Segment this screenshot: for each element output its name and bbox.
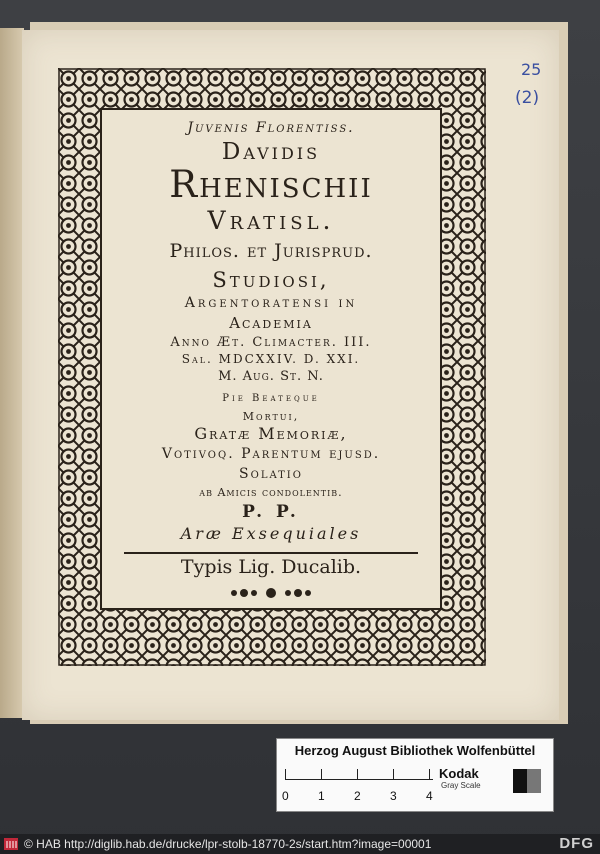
title-line-4: Vratisl. xyxy=(207,206,335,235)
color-checker-card xyxy=(276,738,554,812)
title-line-1: Juvenis Florentiss. xyxy=(187,120,355,136)
dfg-logo: DFG xyxy=(559,835,594,852)
imprint-rule xyxy=(124,552,418,554)
library-icon xyxy=(4,838,18,850)
scale-ruler xyxy=(285,765,433,780)
title-line-2: Davidis xyxy=(221,139,321,165)
institution-label: Herzog August Bibliothek Wolfenbüttel xyxy=(294,743,536,758)
title-line-6: Studiosi, xyxy=(212,268,330,292)
kodak-brand: Kodak xyxy=(439,766,479,781)
ruler-number-3: 3 xyxy=(390,789,397,803)
ruler-number-4: 4 xyxy=(426,789,433,803)
title-line-18: P. P. xyxy=(242,502,300,522)
title-line-10: Sal. MDCXXIV. D. XXI. xyxy=(181,352,361,366)
title-line-7: Argentoratensi in xyxy=(184,295,358,311)
title-line-9: Anno Æt. Climacter. III. xyxy=(170,335,372,350)
gray-scale-label: Gray Scale xyxy=(441,781,481,790)
pencil-number: 25 xyxy=(521,60,542,79)
pencil-paren: (2) xyxy=(515,88,540,108)
ruler-number-1: 1 xyxy=(318,789,325,803)
source-url-link[interactable]: © HAB http://diglib.hab.de/drucke/lpr-stolb-18770-2s/start.htm?image=00001 xyxy=(24,837,432,851)
title-line-14: Gratæ Memoriæ, xyxy=(194,424,348,443)
ruler-number-2: 2 xyxy=(354,789,361,803)
gray-swatch xyxy=(527,769,541,793)
title-line-16: Solatio xyxy=(239,466,303,482)
title-line-12: Pie Beateque xyxy=(222,393,320,404)
title-line-17: ab Amicis condolentib. xyxy=(199,486,343,499)
title-line-13: Mortui, xyxy=(242,410,300,423)
ruler-number-0: 0 xyxy=(282,789,289,803)
title-line-11: M. Aug. St. N. xyxy=(218,369,324,384)
title-line-5: Philos. et Jurisprud. xyxy=(169,240,373,262)
black-swatch xyxy=(513,769,527,793)
title-line-19: Aræ Exsequiales xyxy=(180,524,362,543)
fleuron-ornament xyxy=(228,586,314,600)
title-line-15: Votivoq. Parentum ejusd. xyxy=(161,446,381,462)
imprint: Typis Lig. Ducalib. xyxy=(180,556,362,578)
title-line-8: Academia xyxy=(229,314,313,332)
status-bar xyxy=(0,834,600,854)
title-line-3: Rhenischii xyxy=(169,163,373,206)
page-spine xyxy=(0,28,24,718)
